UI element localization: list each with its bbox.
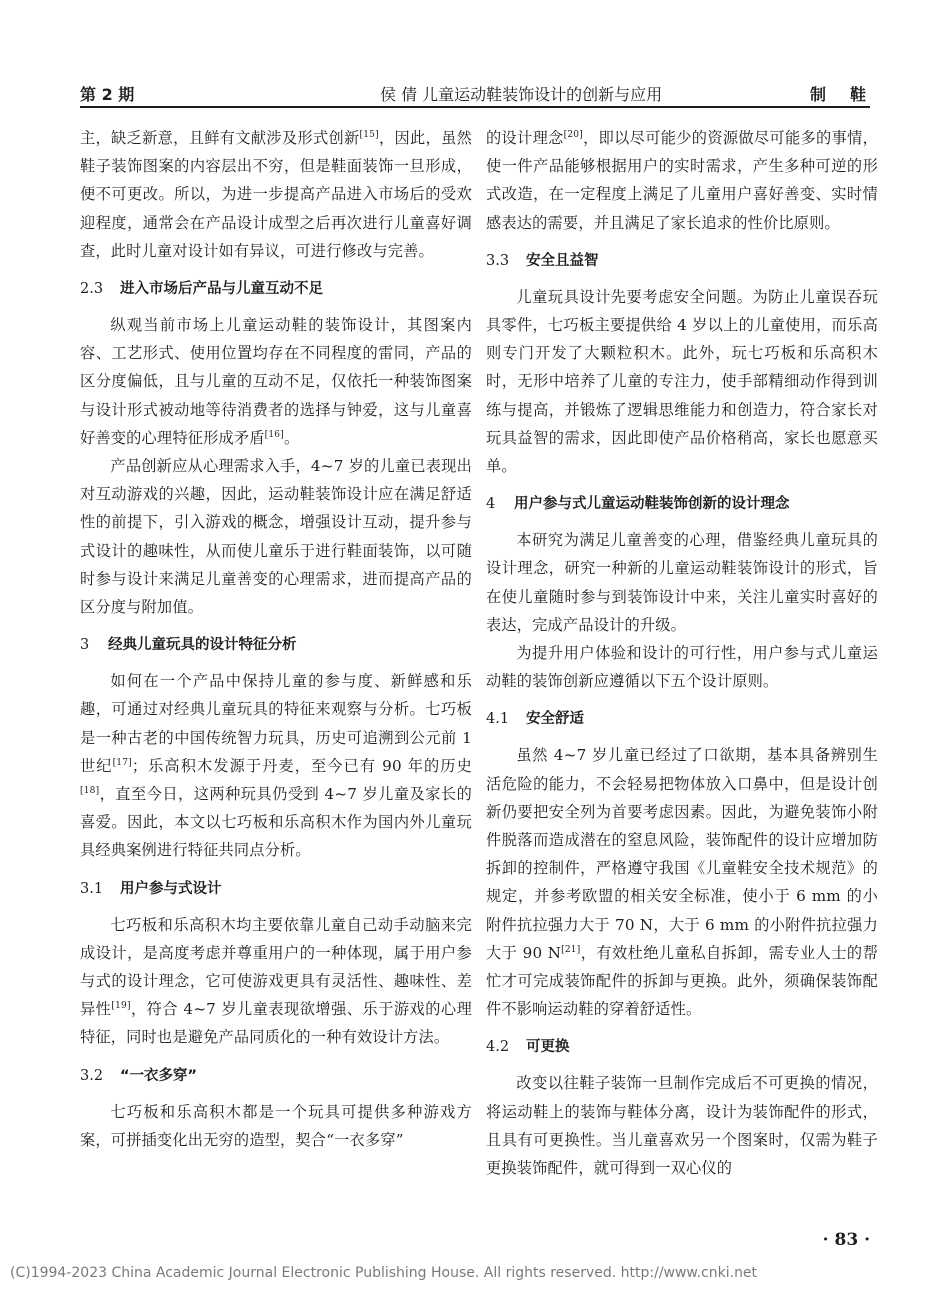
left-column bbox=[80, 124, 472, 1154]
citation[interactable]: [17] bbox=[112, 757, 132, 768]
citation[interactable]: [21] bbox=[561, 944, 581, 955]
paragraph: 七巧板和乐高积木均主要依靠儿童自己动手动脑来完成设计，是高度考虑并尊重用户的一种体现，属于用户参与式的设计理念，它可使游戏更具有灵活性、趣味性、差异性[19]，符合 4~7 岁儿童表现欲增强、乐于游戏的心理特征，同时也是避免产品同质化的一种有效设计方法。 bbox=[80, 915, 472, 1047]
section-heading-4-1: 4.1 安全舒适 bbox=[486, 711, 584, 728]
section-heading-4-2: 4.2 可更换 bbox=[486, 1039, 570, 1056]
copyright-footer: (C)1994-2023 China Academic Journal Electronic Publishing House. All rights reserved. http://www.cnki.net bbox=[10, 1265, 758, 1281]
paragraph: 本研究为满足儿童善变的心理，借鉴经典儿童玩具的设计理念，研究一种新的儿童运动鞋装饰设计的形式，旨在使儿童随时参与到装饰设计中来，关注儿童实时喜好的表达，完成产品设计的升级。 bbox=[486, 531, 878, 634]
section-heading-3-2: 3.2 “一衣多穿” bbox=[80, 1067, 198, 1084]
running-header bbox=[80, 80, 890, 108]
citation[interactable]: [18] bbox=[80, 786, 100, 797]
running-title: 侯 倩 儿童运动鞋装饰设计的创新与应用 bbox=[380, 85, 663, 104]
paragraph: 如何在一个产品中保持儿童的参与度、新鲜感和乐趣，可通过对经典儿童玩具的特征来观察与分析。七巧板是一种古老的中国传统智力玩具，历史可追溯到公元前 1 世纪[17]；乐高积木发源于丹麦，至今已有 90 年的历史[18]，直至今日，这两种玩具仍受到 4~7 岁儿童及家长的喜爱。因此，本文以七巧板和乐高积木作为国内外儿童玩具经典案例进行特征共同点分析。 bbox=[80, 672, 472, 860]
citation[interactable]: [19] bbox=[111, 1001, 131, 1012]
paragraph: 七巧板和乐高积木都是一个玩具可提供多种游戏方案，可拼插变化出无穷的造型，契合“一衣多穿” bbox=[80, 1102, 472, 1149]
paragraph: 纵观当前市场上儿童运动鞋的装饰设计，其图案内容、工艺形式、使用位置均存在不同程度的雷同，产品的区分度偏低，且与儿童的互动不足，仅依托一种装饰图案与设计形式被动地等待消费者的选择与钟爱，这与儿童喜好善变的心理特征形成矛盾[16]。 bbox=[80, 316, 472, 447]
paragraph: 主，缺乏新意，且鲜有文献涉及形式创新[15]，因此，虽然鞋子装饰图案的内容层出不穷，但是鞋面装饰一旦形成，便不可更改。所以，为进一步提高产品进入市场后的受欢迎程度，通常会在产品设计成型之后再次进行儿童喜好调查，此时儿童对设计如有异议，可进行修改与完善。 bbox=[80, 129, 472, 260]
paragraph: 的设计理念[20]，即以尽可能少的资源做尽可能多的事情，使一件产品能够根据用户的实时需求，产生多种可逆的形式改造，在一定程度上满足了儿童用户喜好善变、实时情感表达的需要，并且满足了家长追求的性价比原则。 bbox=[486, 129, 878, 232]
page-number: · 83 · bbox=[822, 1230, 870, 1250]
citation[interactable]: [20] bbox=[563, 130, 583, 140]
section-heading-2-3: 2.3 进入市场后产品与儿童互动不足 bbox=[80, 281, 323, 298]
section-heading-3-1: 3.1 用户参与式设计 bbox=[80, 880, 222, 897]
right-column bbox=[486, 124, 878, 1182]
issue-number: 第 2 期 bbox=[80, 85, 135, 104]
paragraph: 儿童玩具设计先要考虑安全问题。为防止儿童误吞玩具零件，七巧板主要提供给 4 岁以上的儿童使用，而乐高则专门开发了大颗粒积木。此外，玩七巧板和乐高积木时，无形中培养了儿童的专注力，使手部精细动作得到训练与提高，并锻炼了逻辑思维能力和创造力，符合家长对玩具益智的需求，因此即使产品价格稍高，家长也愿意买单。 bbox=[486, 287, 878, 476]
paragraph: 为提升用户体验和设计的可行性，用户参与式儿童运动鞋的装饰创新应遵循以下五个设计原则。 bbox=[486, 644, 878, 691]
journal-name: 制鞋 bbox=[809, 85, 890, 104]
paragraph: 改变以往鞋子装饰一旦制作完成后不可更换的情况，将运动鞋上的装饰与鞋体分离，设计为装饰配件的形式，且具有可更换性。当儿童喜欢另一个图案时，仅需为鞋子更换装饰配件，就可得到一双心仪的 bbox=[486, 1074, 878, 1178]
paragraph: 产品创新应从心理需求入手，4~7 岁的儿童已表现出对互动游戏的兴趣，因此，运动鞋装饰设计应在满足舒适性的前提下，引入游戏的概念，增强设计互动，提升参与式设计的趣味性，从而使儿童乐于进行鞋面装饰，以可随时参与设计来满足儿童善变的心理需求，进而提高产品的区分度与附加值。 bbox=[80, 457, 472, 617]
section-heading-3-3: 3.3 安全且益智 bbox=[486, 252, 599, 269]
citation[interactable]: [15] bbox=[359, 130, 379, 140]
paragraph: 虽然 4~7 岁儿童已经过了口欲期，基本具备辨别生活危险的能力，不会轻易把物体放入口鼻中，但是设计创新仍要把安全列为首要考虑因素。因此，为避免装饰小附件脱落而造成潜在的窒息风险，装饰配件的设计应增加防拆卸的控制件，严格遵守我国《儿童鞋安全技术规范》的规定，并参考欧盟的相关安全标准，使小于 6 mm 的小附件抗拉强力大于 70 N，大于 6 mm 的小附件抗拉强力大于 90 N[21]，有效杜绝儿童私自拆卸，需专业人士的帮忙才可完成装饰配件的拆卸与更换。此外，须确保装饰配件不影响运动鞋的穿着舒适性。 bbox=[486, 746, 878, 1019]
section-heading-3: 3 经典儿童玩具的设计特征分析 bbox=[80, 637, 297, 654]
section-heading-4: 4 用户参与式儿童运动鞋装饰创新的设计理念 bbox=[486, 496, 790, 513]
citation[interactable]: [16] bbox=[264, 429, 284, 440]
